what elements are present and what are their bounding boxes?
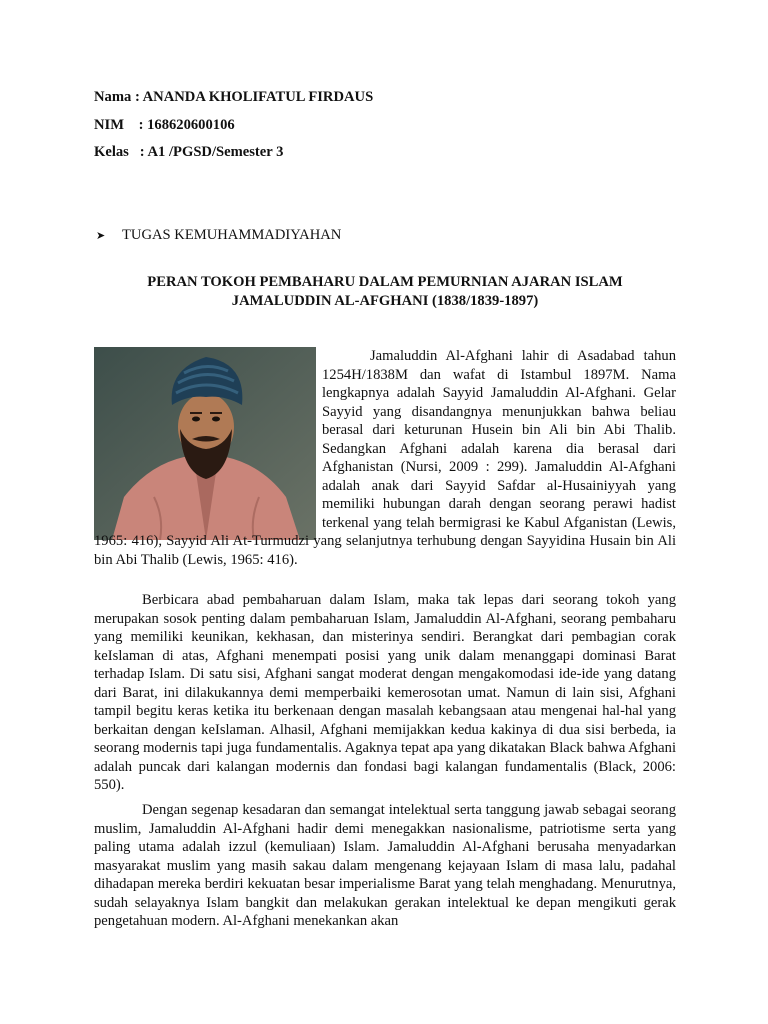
student-name: Nama : ANANDA KHOLIFATUL FIRDAUS [94, 89, 374, 105]
arrow-bullet-icon: ➤ [96, 230, 106, 242]
title-line-1: PERAN TOKOH PEMBAHARU DALAM PEMURNIAN AJARAN ISLAM [147, 274, 623, 290]
paragraph-2-block [94, 591, 676, 795]
paragraph-3: Dengan segenap kesadaran dan semangat intelektual serta tanggung jawab sebagai seorang muslim, Jamaluddin Al-Afghani hadir demi menegakkan nasionalisme, patriotisme serta yang paling utama adalah izzul (kemuliaan) Islam. Jamaluddin Al-Afghani berusaha menyadarkan masyarakat muslim yang masih sakau dalam mengenang kejayaan Islam di masa lalu, padahal dihadapan mereka berdiri kekuatan besar imperialisme Barat yang telah menghadang. Menurutnya, sudah selayaknya Islam bangkit dan melakukan gerakan intelektual ke depan mengikuti gerak pengetahuan modern. Al-Afghani menekankan akan [94, 802, 676, 929]
document-title [94, 273, 676, 311]
paragraph-2: Berbicara abad pembaharuan dalam Islam, maka tak lepas dari seorang tokoh yang merupakan sosok penting dalam pembaharuan Islam, Jamaluddin Al-Afghani, seorang pembaharu yang memiliki keunikan, kekhasan, dan misterinya sendiri. Berangkat dari pembagian corak keIslaman di atas, Afghani menempati posisi yang unik dalam menanggapi dominasi Barat terhadap Islam. Di satu sisi, Afghani sangat moderat dengan mengakomodasi ide-ide yang datang dari Barat, ini dilakukannya demi memperbaiki kemerosotan umat. Namun di lain sisi, Afghani tampil begitu keras ketika itu berkenaan dengan masalah kebangsaan atau mengenai hal-hal yang berkaitan dengan keIslaman. Alhasil, Afghani memijakkan kedua kakinya di dua sisi berbeda, ia seorang modernis tapi juga fundamentalis. Agaknya tepat apa yang dikatakan Black bahwa Afghani adalah puncak dari kalangan modernis dan fondasi bagi kalangan fundamentalis (Black, 2006: 550). [94, 592, 676, 793]
title-line-2: JAMALUDDIN AL-AFGHANI (1838/1839-1897) [231, 293, 539, 309]
paragraph-3-block [94, 801, 676, 931]
intro-paragraph: Jamaluddin Al-Afghani lahir di Asadabad tahun 1254H/1838M dan wafat di Istambul 1897M. Nama lengkapnya adalah Sayyid Jamaluddin Al-Afghani. Gelar Sayyid yang disandangnya menunjukkan bahwa beliau berasal dari keturunan Husein bin Ali bin Abi Thalib. Sedangkan Afghani adalah karena dia berasal dari Afghanistan (Nursi, 2009 : 299). Jamaluddin Al-Afghani adalah anak dari Sayyid Safdar al-Husainiyyah yang memiliki hubungan darah dengan seorang perawi hadist terkenal yang telah bermigrasi ke Kabul Afganistan (Lewis, 1965: 416), Sayyid Ali At-Turmudzi yang selanjutnya terhubung dengan Sayyidina Husain bin Ali bin Abi Thalib (Lewis, 1965: 416). [94, 348, 676, 568]
assignment-heading-text: TUGAS KEMUHAMMADIYAHAN [122, 227, 342, 243]
assignment-heading [96, 226, 341, 246]
student-nim: NIM : 168620600106 [94, 117, 235, 133]
intro-paragraph-block [94, 347, 676, 569]
student-class: Kelas : A1 /PGSD/Semester 3 [94, 144, 284, 160]
